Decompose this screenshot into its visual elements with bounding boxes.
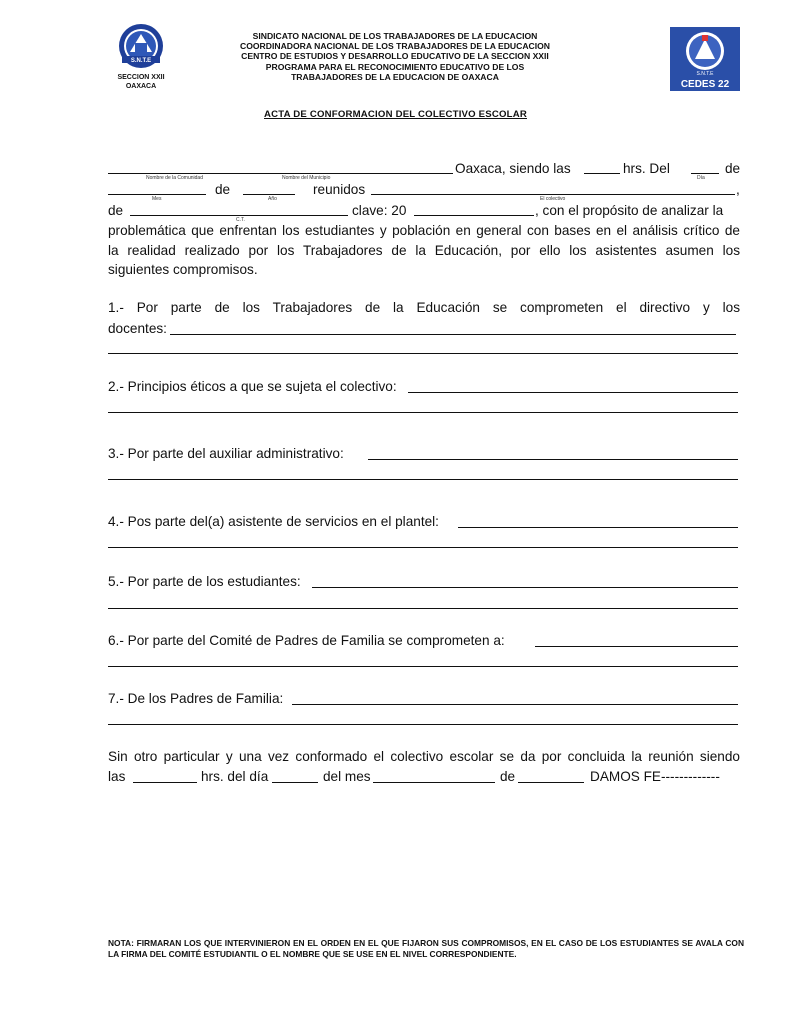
- item-7-field-a[interactable]: [292, 704, 738, 705]
- footer-note: NOTA: FIRMARAN LOS QUE INTERVINIERON EN EL ORDEN EN EL QUE FIJARON SUS COMPROMISOS, EN EL CASO DE LOS ESTUDIANTES SE AVALA CON LA FIRMA DEL COMITÉ ESTUDIANTIL O EL NOMBRE QUE SE USE EN EL NIVEL CORRESPONDIENTE.: [108, 938, 744, 959]
- item-6-field-b[interactable]: [108, 666, 738, 667]
- year-field[interactable]: [243, 194, 295, 195]
- hint-comunidad: Nombre de la Comunidad: [146, 175, 203, 181]
- hint-ct: C.T.: [236, 217, 245, 223]
- document-title: ACTA DE CONFORMACION DEL COLECTIVO ESCOLAR: [264, 109, 527, 120]
- closing-hour-field[interactable]: [133, 782, 197, 783]
- cedes-logo: [670, 27, 740, 91]
- header-line-1: SINDICATO NACIONAL DE LOS TRABAJADORES DE LA EDUCACION: [252, 31, 538, 41]
- proposito-label: , con el propósito de analizar la: [535, 203, 724, 218]
- closing-hrs-dia-label: hrs. del día: [201, 769, 269, 784]
- item-2-field-a[interactable]: [408, 392, 738, 393]
- closing-damos-fe: DAMOS FE-------------: [590, 769, 720, 784]
- clave-field[interactable]: [414, 215, 534, 216]
- closing-de-label: de: [500, 769, 516, 784]
- closing-del-mes-label: del mes: [323, 769, 371, 784]
- de-label-1: de: [725, 161, 741, 176]
- item-7-field-b[interactable]: [108, 724, 738, 725]
- de-label-2: de: [215, 182, 231, 197]
- item-7-label: 7.- De los Padres de Familia:: [108, 691, 284, 706]
- hint-dia: Día: [697, 175, 705, 181]
- item-1-field-a[interactable]: [170, 334, 736, 335]
- item-6-field-a[interactable]: [535, 646, 738, 647]
- closing-line-1: Sin otro particular y una vez conformado el colectivo escolar se da por concluida la reunión siendo: [108, 749, 740, 764]
- reunidos-label: reunidos: [313, 182, 366, 197]
- header-line-5: TRABAJADORES DE LA EDUCACION DE OAXACA: [291, 71, 499, 82]
- item-6-label: 6.- Por parte del Comité de Padres de Familia se comprometen a:: [108, 633, 505, 648]
- item-2-label: 2.- Principios éticos a que se sujeta el colectivo:: [108, 379, 397, 394]
- item-3-field-b[interactable]: [108, 479, 738, 480]
- hint-anio: Año: [268, 196, 277, 202]
- oaxaca-siendo-label: Oaxaca, siendo las: [455, 161, 571, 176]
- collective-field[interactable]: [371, 194, 735, 195]
- hint-mes: Mes: [152, 196, 162, 202]
- item-4-field-b[interactable]: [108, 547, 738, 548]
- item-1-label: 1.- Por parte de los Trabajadores de la Educación se comprometen el directivo y los: [108, 300, 740, 315]
- item-3-field-a[interactable]: [368, 459, 738, 460]
- item-3-label: 3.- Por parte del auxiliar administrativo:: [108, 446, 344, 461]
- item-1-field-b[interactable]: [108, 353, 738, 354]
- closing-day-field[interactable]: [272, 782, 318, 783]
- ct-field[interactable]: [130, 215, 348, 216]
- hint-municipio: Nombre del Municipio: [282, 175, 331, 181]
- cedes-logo-banner: S.N.T.E: [696, 71, 714, 77]
- month-field[interactable]: [108, 194, 206, 195]
- item-5-label: 5.- Por parte de los estudiantes:: [108, 574, 301, 589]
- snte-logo-line1: SECCION XXII: [117, 74, 165, 81]
- header-institution: [190, 31, 600, 82]
- header-line-3: CENTRO DE ESTUDIOS Y DESARROLLO EDUCATIVO DE LA SECCION XXII: [241, 51, 549, 62]
- hint-colectivo: El colectivo: [540, 196, 566, 202]
- closing-month-field[interactable]: [373, 782, 495, 783]
- item-1-docentes-label: docentes:: [108, 321, 167, 336]
- closing-las-label: las: [108, 769, 126, 784]
- snte-logo-banner: S.N.T.E: [130, 58, 152, 64]
- community-municipality-field[interactable]: [108, 173, 453, 174]
- intro-line-4: problemática que enfrentan los estudiantes y población en general con bases en el análisis crítico de: [108, 223, 740, 238]
- de-label-3: de: [108, 203, 124, 218]
- intro-line-6: siguientes compromisos.: [108, 262, 258, 277]
- closing-year-field[interactable]: [518, 782, 584, 783]
- item-5-field-a[interactable]: [312, 587, 738, 588]
- item-5-field-b[interactable]: [108, 608, 738, 609]
- clave-label: clave: 20: [352, 203, 407, 218]
- item-4-label: 4.- Pos parte del(a) asistente de servicios en el plantel:: [108, 514, 439, 529]
- cedes-logo-caption: CEDES 22: [680, 79, 730, 90]
- item-2-field-b[interactable]: [108, 412, 738, 413]
- item-4-field-a[interactable]: [458, 527, 738, 528]
- snte-logo: [108, 22, 174, 94]
- header-line-4: PROGRAMA PARA EL RECONOCIMIENTO EDUCATIVO DE LOS: [265, 61, 525, 72]
- comma-label: ,: [736, 182, 740, 197]
- day-field[interactable]: [691, 173, 719, 174]
- header-line-2: COORDINADORA NACIONAL DE LOS TRABAJADORES DE LA EDUCACION: [239, 41, 551, 52]
- snte-logo-line2: OAXACA: [125, 83, 157, 90]
- intro-line-5: la realidad realizado por los Trabajadores de la Educación, por ello los asistentes asumen los: [108, 243, 740, 258]
- hour-field[interactable]: [584, 173, 620, 174]
- hrs-del-label: hrs. Del: [623, 161, 670, 176]
